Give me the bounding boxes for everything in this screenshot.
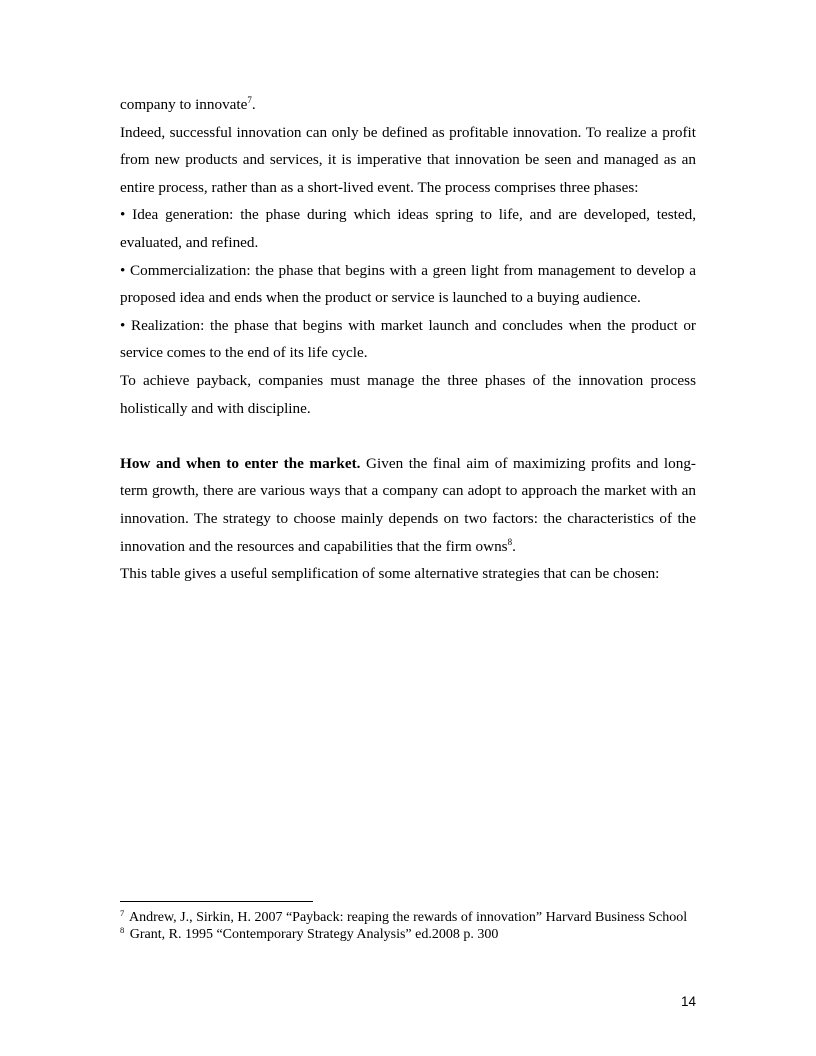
paragraph-gap	[120, 422, 696, 450]
body-text	[120, 91, 696, 588]
footnote-8: $^8$ Grant, R. 1995 “Contemporary Strategy Analysis” ed.2008 p. 300	[120, 925, 499, 942]
bullet-commercialization: • Commercialization: the phase that begins with a green light from management to develop a proposed idea and ends when the product or service is launched to a buying audience.	[120, 261, 696, 307]
section-heading: How and when to enter the market.	[120, 454, 361, 472]
paragraph-market-entry: How and when to enter the market. Given the final aim of maximizing profits and long-term growth, there are various ways that a company can adopt to approach the market with an innovation. The strategy to choose mainly depends on two factors: the characteristics of the innovation and the resources and capabilities that the firm owns$^8$.	[120, 454, 696, 555]
footnote-divider	[120, 901, 313, 902]
paragraph-intro: company to innovate$^7$.	[120, 95, 256, 113]
footnote-ref-8[interactable]: 8	[507, 536, 513, 547]
bullet-realization: • Realization: the phase that begins with market launch and concludes when the product or service comes to the end of its life cycle.	[120, 316, 696, 362]
paragraph-payback: To achieve payback, companies must manage the three phases of the innovation process holistically and with discipline.	[120, 371, 696, 417]
footnote-ref-7[interactable]: 7	[247, 95, 252, 105]
paragraph-table-intro: This table gives a useful semplification of some alternative strategies that can be chosen:	[120, 565, 660, 583]
page-number: 14	[680, 994, 696, 1009]
footnotes	[120, 909, 696, 943]
bullet-idea-generation: • Idea generation: the phase during which ideas spring to life, and are developed, tested, evaluated, and refined.	[120, 206, 696, 251]
paragraph-profitable-innovation: Indeed, successful innovation can only be defined as profitable innovation. To realize a profit from new products and services, it is imperative that innovation be seen and managed as an entire process, rather than as a short-lived event. The process comprises three phases:	[120, 123, 696, 196]
footnote-7: $^7$ Andrew, J., Sirkin, H. 2007 “Payback: reaping the rewards of innovation” Harvard Business School	[120, 908, 688, 925]
